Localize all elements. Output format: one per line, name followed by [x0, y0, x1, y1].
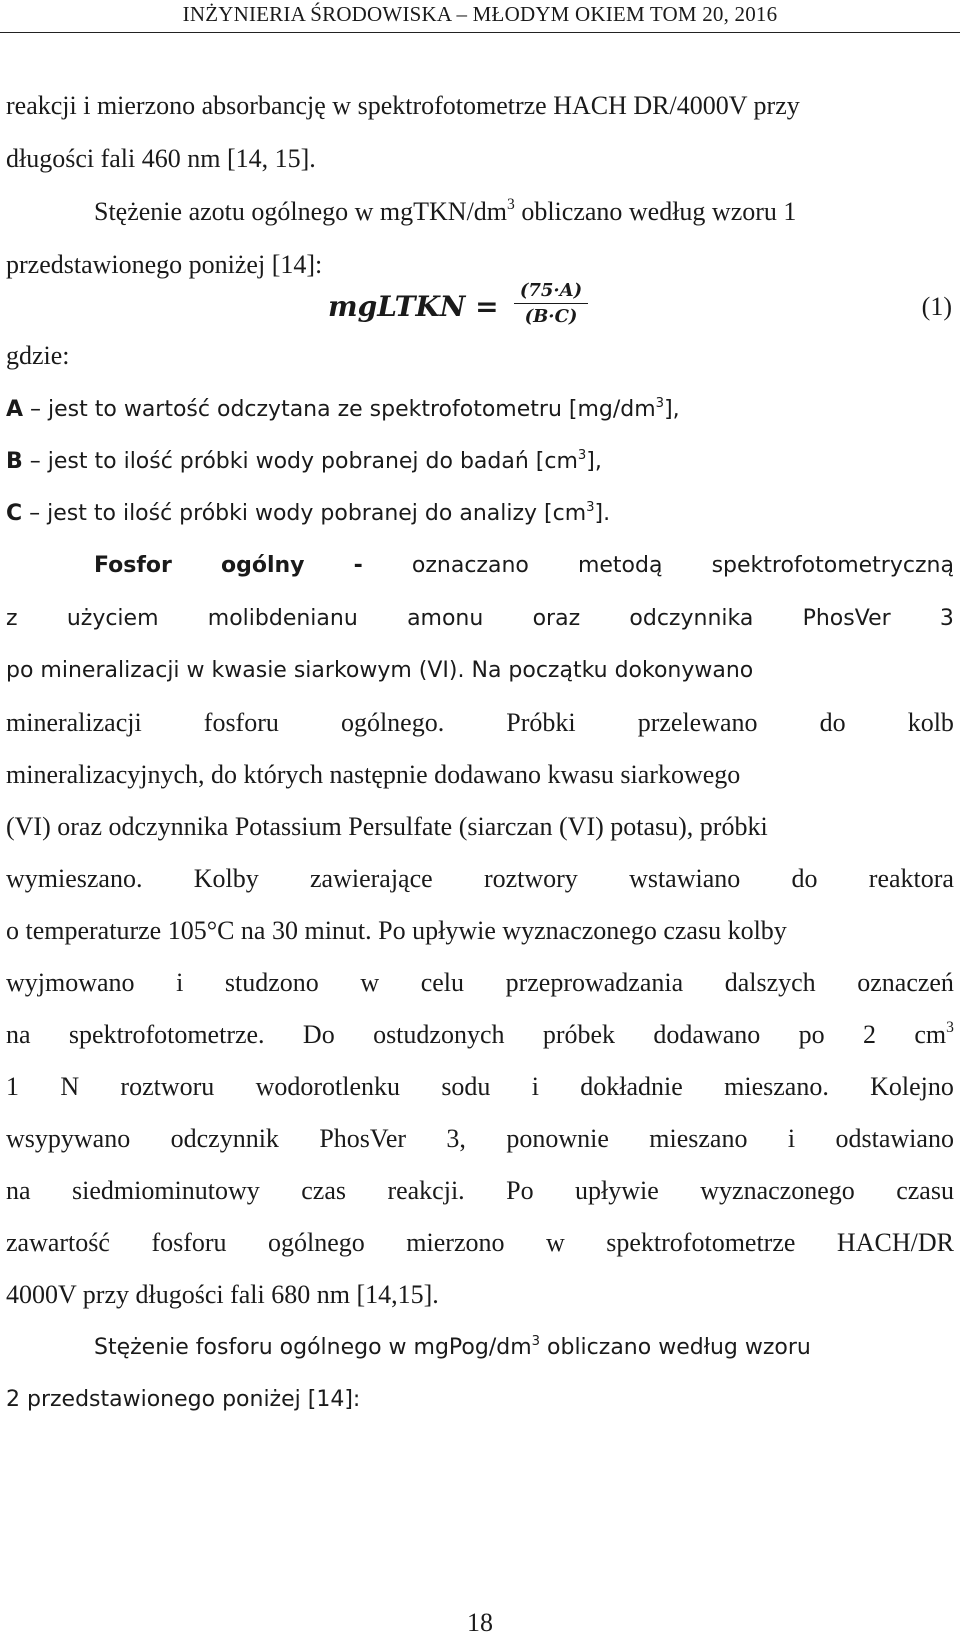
paragraph-line: o temperaturze 105°C na 30 minut. Po upływie wyznaczonego czasu kolby — [6, 916, 787, 945]
page-number: 18 — [467, 1608, 493, 1637]
paragraph-line: wsypywano odczynnik PhosVer 3, ponownie mieszano i odstawiano — [6, 1124, 954, 1153]
header-rule — [0, 32, 960, 33]
paragraph-line: mineralizacyjnych, do których następnie dodawano kwasu siarkowego — [6, 760, 741, 789]
paragraph-line: zawartość fosforu ogólnego mierzono w spektrofotometrze HACH/DR — [6, 1228, 954, 1257]
formula-lhs: mgLTKN = — [328, 290, 499, 323]
text-line: reakcji i mierzono absorbancję w spektrofotometrze HACH DR/4000V przy — [6, 91, 800, 120]
text-line: Stężenie azotu ogólnego w mgTKN/$dm^3$ obliczano według wzoru 1 — [94, 196, 797, 226]
paragraph-line: wymieszano. Kolby zawierające roztwory wstawiano do reaktora — [6, 864, 954, 893]
paragraph-line: 2 przedstawionego poniżej [14]: — [6, 1387, 361, 1412]
paragraph-line: z użyciem molibdenianu amonu oraz odczynnika PhosVer 3 — [6, 606, 954, 631]
paragraph-line: 1 N roztworu wodorotlenku sodu i dokładnie mieszano. Kolejno — [6, 1072, 954, 1101]
legend-item-c: C – jest to ilość próbki wody pobranej do analizy $[cm^3]$. — [6, 499, 611, 526]
legend-intro: gdzie: — [6, 341, 70, 370]
paragraph-line: Fosfor ogólny - oznaczano metodą spektrofotometryczną — [94, 553, 954, 578]
paragraph-line: 4000V przy długości fali 680 nm [14,15]. — [6, 1280, 439, 1309]
formula-denominator: (B·C) — [524, 306, 578, 327]
formula-numerator: (75·A) — [514, 280, 588, 304]
paragraph-line: Stężenie fosforu ogólnego w mgPog/$dm^3$ obliczano według wzoru — [94, 1333, 811, 1360]
paragraph-line: (VI) oraz odczynnika Potassium Persulfate (siarczan (VI) potasu), próbki — [6, 812, 768, 841]
running-header: INŻYNIERIA ŚRODOWISKA – MŁODYM OKIEM TOM 20, 2016 — [182, 2, 778, 26]
legend-item-b: B – jest to ilość próbki wody pobranej do badań $[cm^3]$, — [6, 447, 602, 474]
legend-item-a: A – jest to wartość odczytana ze spektrofotometru $[mg/dm^3]$, — [6, 395, 680, 422]
paragraph-line: po mineralizacji w kwasie siarkowym (VI). Na początku dokonywano — [6, 658, 754, 683]
paragraph-line: na spektrofotometrze. Do ostudzonych próbek dodawano po 2 $cm^3$ — [6, 1019, 954, 1049]
paragraph-line: mineralizacji fosforu ogólnego. Próbki przelewano do kolb — [6, 708, 954, 737]
text-line: długości fali 460 nm [14, 15]. — [6, 144, 316, 173]
equation-number: (1) — [921, 292, 952, 321]
text-line: przedstawionego poniżej [14]: — [6, 250, 323, 279]
paragraph-line: na siedmiominutowy czas reakcji. Po upływie wyznaczonego czasu — [6, 1176, 954, 1205]
formula-fraction — [514, 280, 588, 327]
paragraph-line: wyjmowano i studzono w celu przeprowadzania dalszych oznaczeń — [6, 968, 954, 997]
